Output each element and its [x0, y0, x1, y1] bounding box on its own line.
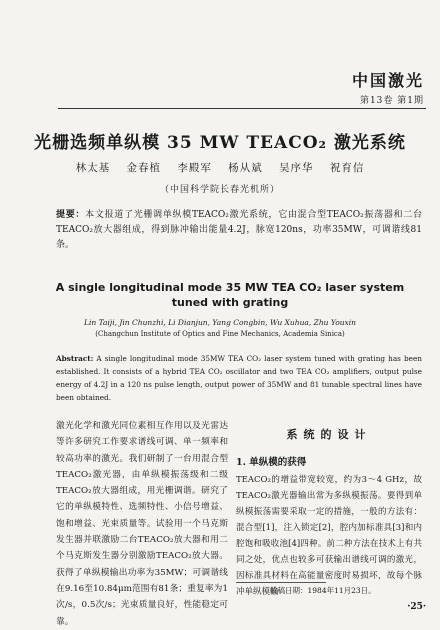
issue-line: 第13卷 第1期: [359, 96, 424, 106]
affiliation-en: (Changchun Institute of Optics and Fine Mechanics, Academia Sinica): [95, 330, 345, 338]
affiliation-cn: （中国科学院长春光机所）: [159, 185, 280, 195]
abstract-cn: [56, 208, 422, 253]
title-cn: 光栅选频单纵模 35 MW TEACO₂ 激光系统: [34, 133, 406, 153]
abstract-cn-label: 提要：: [56, 210, 86, 220]
abstract-en: [56, 352, 422, 404]
abstract-en-text: A single longitudinal mode 35MW TEA CO₂ laser system tuned with grating has been established. It consists of a hybrid TEA CO₂ oscillator and two TEA CO₂ amplifiers, output pulse energy of 4.2J in a 120 ns pulse length, output power of 35MW and 81 tunable spectral lines have been obtained.: [56, 354, 422, 402]
footnote: 收稿日期：1984年11月23日。: [270, 586, 376, 595]
abstract-en-label: Abstract:: [56, 354, 94, 363]
authors-cn: 林太基 金春植 李殿军 杨从斌 吴序华 祝育信: [75, 162, 365, 174]
footnote-rule: [236, 582, 326, 583]
body-right-column: [236, 418, 422, 600]
title-en: A single longitudinal mode 35 MW TEA CO₂ laser system tuned with grating: [55, 281, 405, 309]
section-title: 系统的设计: [286, 428, 372, 441]
page-number: ·25·: [407, 602, 426, 612]
header-rule: [58, 108, 426, 109]
journal-name: 中国激光: [351, 71, 424, 90]
authors-en: Lin Taiji, Jin Chunzhi, Li Dianjun, Yang Congbin, Wu Xuhua, Zhu Youxin: [84, 318, 356, 327]
body-left-column: 激光化学和激光同位素相互作用以及光雷达等许多研究工作要求谱线可调、单一频率和较高功率的激光。我们研制了一台用混合型TEACO₂激光器，由单纵模振荡级和二级TEACO₂放大器组成，用光栅调谐。研究了它的单纵模特性、选频特性、小信号增益、饱和增益、光束质量等。试验用一个马克斯发生器并联激励二台TEACO₂放大器和用二个马克斯发生器分别激励TEACO₂放大器。获得了单纵模输出功率为35MW；可调谐线在9.16至10.84μm范围有81条；重复率为1次/s，0.5次/s；光束质量良好，性能稳定可靠。: [56, 421, 228, 627]
journal-header: [352, 68, 424, 106]
subsection-title: 1. 单纵模的获得: [236, 457, 307, 468]
abstract-cn-text: 本文报道了光栅调单纵模TEACO₂激光系统，它由混合型TEACO₂振荡器和二台TEACO₂放大器组成，得到脉冲输出能量4.2J，脉宽120ns，功率35MW，可调谐线81条。: [56, 210, 422, 250]
body-right-text: TEACO₂的增益带宽较宽，约为3～4 GHz，故TEACO₂激光器输出常为多纵模振荡。要得到单纵模振荡需要采取一定的措施，一般的方法有：混合型[1]，注入锁定[2]，腔内加标准具[3]和内腔饱和吸收池[4]四种。前二种方法在技术上有共同之处，优点也较多可获输出谱线可调的激光，因标准具材料在高能量密度时易损坏，故每个脉冲单纵模输: [236, 475, 422, 597]
